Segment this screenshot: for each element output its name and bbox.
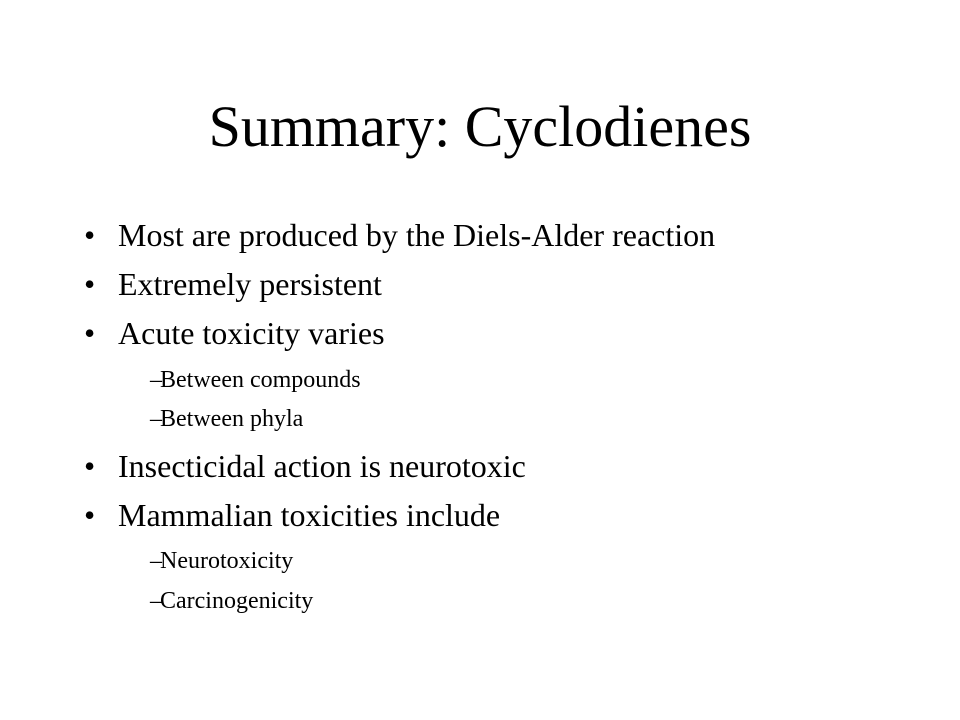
bullet-marker: •	[84, 315, 96, 351]
sub-bullet-marker: –	[150, 548, 162, 574]
bullet-marker: •	[84, 448, 96, 484]
slide-title: Summary: Cyclodienes	[208, 94, 752, 159]
sub-bullet-text: Neurotoxicity	[160, 548, 294, 574]
sub-bullet-marker: –	[150, 588, 162, 614]
sub-bullet-text: Between phyla	[160, 406, 304, 432]
bullet-text: Insecticidal action is neurotoxic	[118, 448, 526, 484]
sub-bullet-text: Between compounds	[160, 367, 361, 393]
bullet-text: Mammalian toxicities include	[118, 497, 501, 533]
bullet-marker: •	[84, 266, 96, 302]
sub-bullet-marker: –	[150, 406, 162, 432]
bullet-text: Extremely persistent	[118, 266, 382, 302]
bullet-marker: •	[84, 217, 96, 253]
sub-bullet-marker: –	[150, 367, 162, 393]
sub-bullet-text: Carcinogenicity	[160, 588, 314, 614]
bullet-marker: •	[84, 497, 96, 533]
bullet-text: Most are produced by the Diels-Alder reaction	[118, 217, 716, 253]
bullet-text: Acute toxicity varies	[118, 315, 385, 351]
